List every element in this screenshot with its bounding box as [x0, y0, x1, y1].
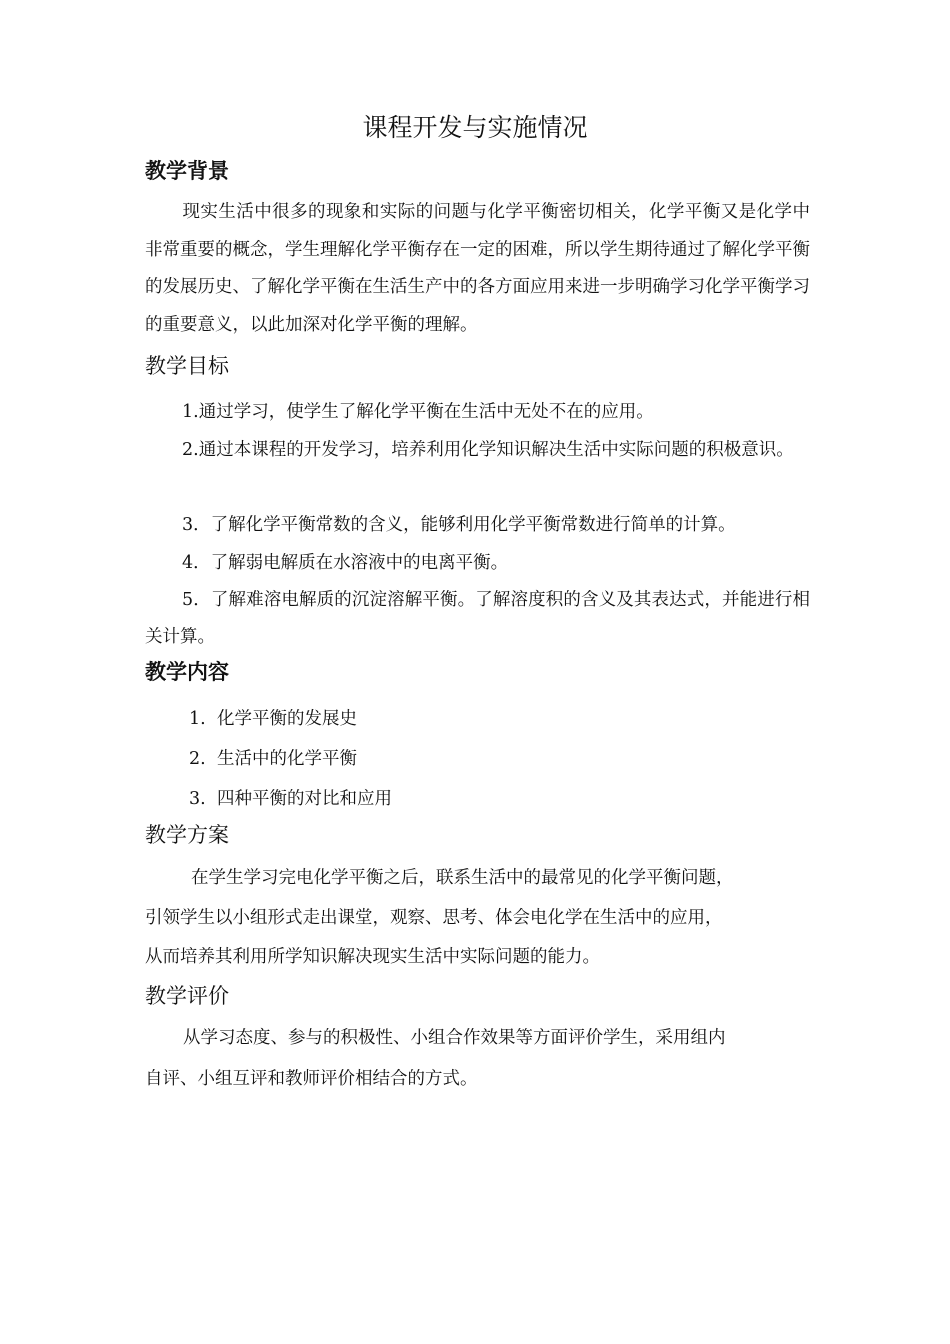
list-number: 3.	[189, 789, 206, 809]
list-number: 1.	[189, 709, 206, 729]
section-heading-plan: 教学方案	[145, 823, 229, 847]
content-list-item	[189, 785, 392, 813]
list-item-text: 四种平衡的对比和应用	[217, 789, 392, 809]
goal-item-text: 4．了解弱电解质在水溶液中的电离平衡。	[182, 553, 509, 573]
goal-item	[145, 507, 810, 544]
goal-item	[145, 432, 810, 469]
evaluation-line: 自评、小组互评和教师评价相结合的方式。	[145, 1069, 478, 1089]
plan-line: 引领学生以小组形式走出课堂，观察、思考、体会电化学在生活中的应用，	[145, 908, 723, 928]
section-heading-evaluation: 教学评价	[145, 984, 229, 1008]
content-list-item	[189, 745, 357, 773]
plan-line: 在学生学习完电化学平衡之后，联系生活中的最常见的化学平衡问题，	[191, 868, 734, 888]
goal-item	[145, 394, 810, 431]
plan-line: 从而培养其利用所学知识解决现实生活中实际问题的能力。	[145, 947, 600, 967]
goal-item-text: 1.通过学习，使学生了解化学平衡在生活中无处不在的应用。	[182, 402, 654, 422]
background-paragraph	[145, 194, 810, 344]
list-item-text: 生活中的化学平衡	[217, 749, 357, 769]
section-heading-goals: 教学目标	[145, 354, 229, 378]
goal-item	[145, 582, 810, 656]
goal-item-text: 2.通过本课程的开发学习，培养利用化学知识解决生活中实际问题的积极意识。	[182, 440, 794, 460]
goal-item	[145, 545, 810, 582]
content-list-item	[189, 705, 357, 733]
evaluation-line: 从学习态度、参与的积极性、小组合作效果等方面评价学生，采用组内	[183, 1028, 726, 1048]
section-heading-background: 教学背景	[145, 159, 229, 183]
section-heading-content: 教学内容	[145, 660, 229, 684]
list-item-text: 化学平衡的发展史	[217, 709, 357, 729]
page-title: 课程开发与实施情况	[362, 113, 588, 142]
goal-item-text: 5．了解难溶电解质的沉淀溶解平衡。了解溶度积的含义及其表达式，并能进行相关计算。	[145, 590, 810, 647]
list-number: 2.	[189, 749, 206, 769]
goal-item-text: 3．了解化学平衡常数的含义，能够利用化学平衡常数进行简单的计算。	[182, 515, 736, 535]
background-text: 现实生活中很多的现象和实际的问题与化学平衡密切相关，化学平衡又是化学中非常重要的概念，学生理解化学平衡存在一定的困难，所以学生期待通过了解化学平衡的发展历史、了解化学平衡在生活生产中的各方面应用来进一步明确学习化学平衡学习的重要意义，以此加深对化学平衡的理解。	[145, 202, 810, 335]
